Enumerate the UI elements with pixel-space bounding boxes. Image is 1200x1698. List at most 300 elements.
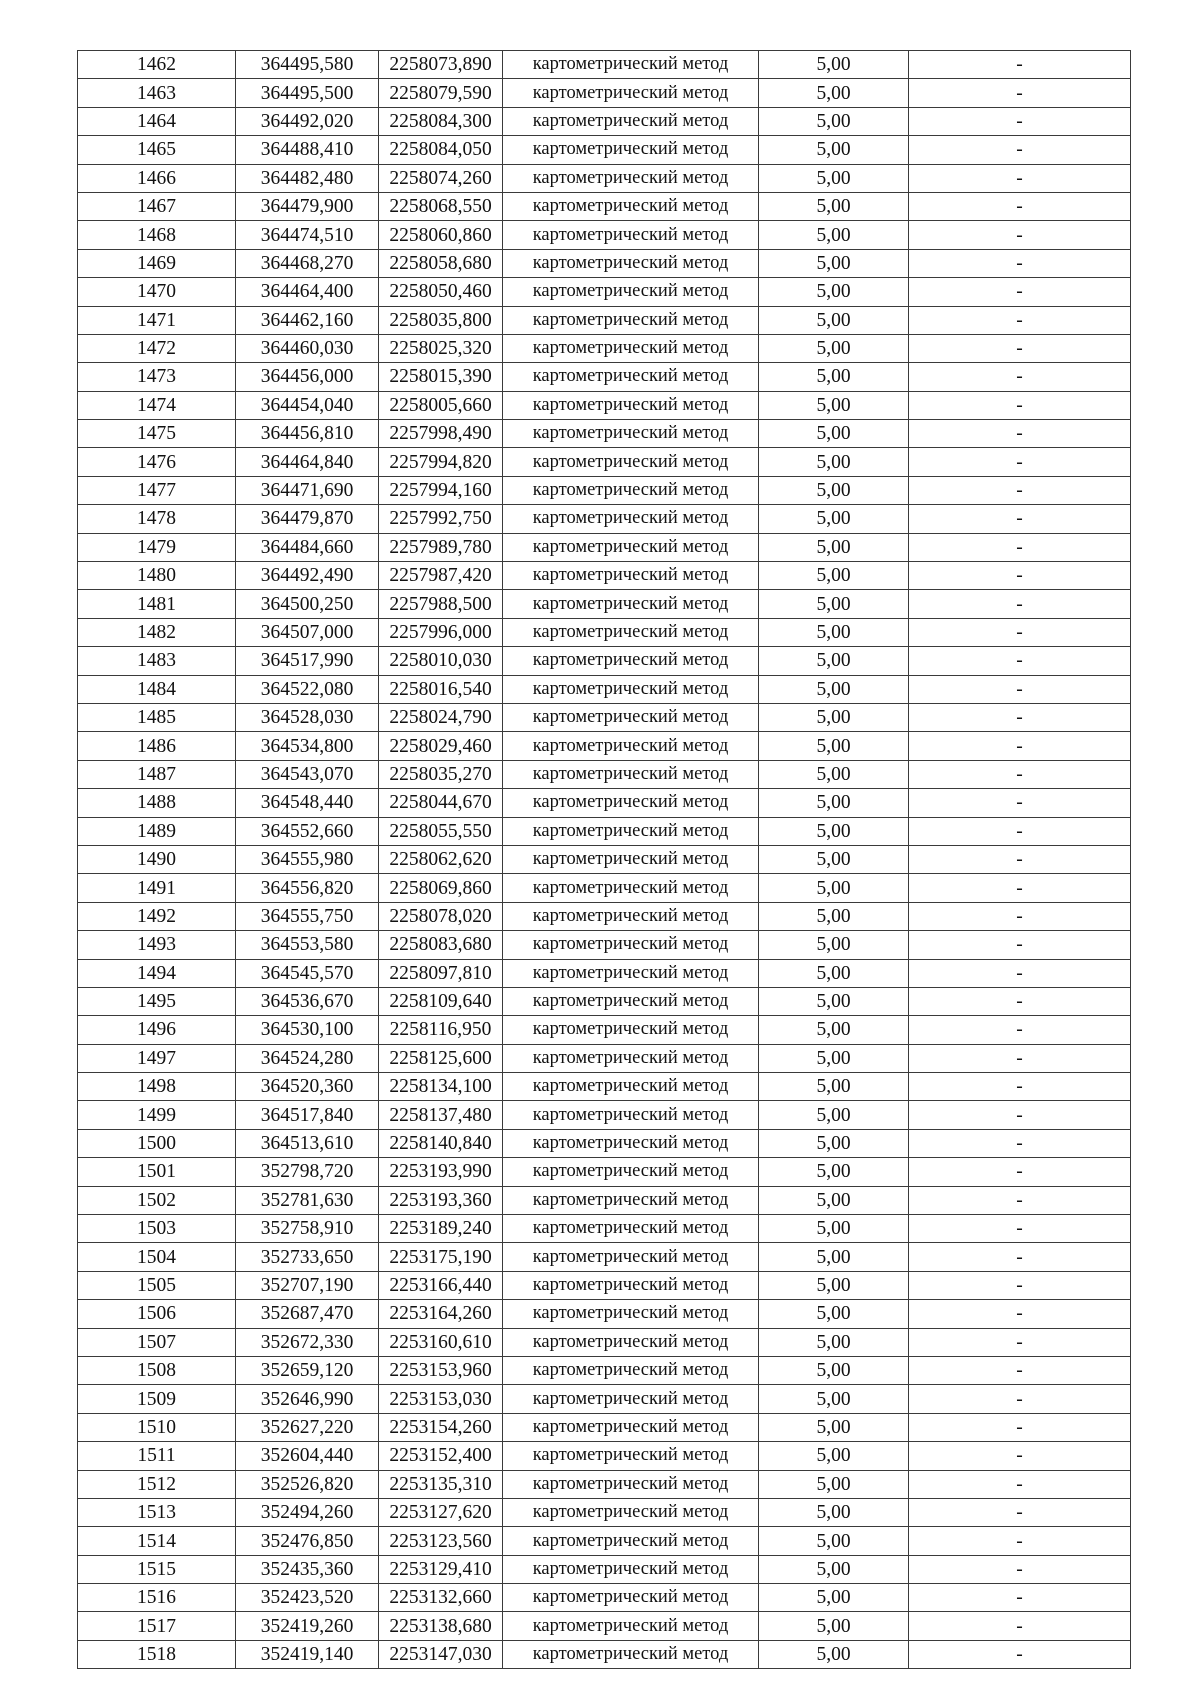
cell-accuracy: 5,00 [759, 931, 909, 959]
cell-note: - [909, 79, 1131, 107]
cell-accuracy: 5,00 [759, 533, 909, 561]
cell-method: картометрический метод [503, 1243, 759, 1271]
cell-note: - [909, 647, 1131, 675]
table-row [78, 760, 1131, 788]
cell-accuracy: 5,00 [759, 107, 909, 135]
cell-point-number: 1495 [78, 987, 236, 1015]
cell-method: картометрический метод [503, 845, 759, 873]
table-row [78, 789, 1131, 817]
cell-method: картометрический метод [503, 562, 759, 590]
cell-coordinate-x: 364492,020 [236, 107, 379, 135]
cell-coordinate-y: 2258134,100 [379, 1073, 503, 1101]
cell-coordinate-x: 364553,580 [236, 931, 379, 959]
table-row [78, 1385, 1131, 1413]
cell-coordinate-x: 352435,360 [236, 1555, 379, 1583]
cell-method: картометрический метод [503, 1584, 759, 1612]
cell-coordinate-x: 364464,400 [236, 278, 379, 306]
cell-coordinate-y: 2253129,410 [379, 1555, 503, 1583]
cell-coordinate-y: 2258060,860 [379, 221, 503, 249]
cell-accuracy: 5,00 [759, 1271, 909, 1299]
cell-point-number: 1518 [78, 1640, 236, 1668]
cell-accuracy: 5,00 [759, 1612, 909, 1640]
cell-point-number: 1500 [78, 1129, 236, 1157]
cell-accuracy: 5,00 [759, 590, 909, 618]
table-row [78, 1016, 1131, 1044]
table-row [78, 845, 1131, 873]
coordinates-table-body [78, 51, 1131, 1669]
cell-note: - [909, 533, 1131, 561]
cell-point-number: 1471 [78, 306, 236, 334]
cell-note: - [909, 164, 1131, 192]
cell-coordinate-x: 364534,800 [236, 732, 379, 760]
cell-coordinate-x: 364524,280 [236, 1044, 379, 1072]
table-row [78, 221, 1131, 249]
cell-method: картометрический метод [503, 1356, 759, 1384]
cell-coordinate-x: 352758,910 [236, 1215, 379, 1243]
cell-method: картометрический метод [503, 618, 759, 646]
cell-method: картометрический метод [503, 874, 759, 902]
cell-coordinate-y: 2258125,600 [379, 1044, 503, 1072]
cell-point-number: 1473 [78, 363, 236, 391]
cell-coordinate-x: 364500,250 [236, 590, 379, 618]
cell-point-number: 1479 [78, 533, 236, 561]
cell-accuracy: 5,00 [759, 192, 909, 220]
cell-accuracy: 5,00 [759, 902, 909, 930]
cell-coordinate-y: 2258083,680 [379, 931, 503, 959]
cell-point-number: 1509 [78, 1385, 236, 1413]
cell-accuracy: 5,00 [759, 1555, 909, 1583]
cell-note: - [909, 760, 1131, 788]
cell-coordinate-y: 2258109,640 [379, 987, 503, 1015]
table-row [78, 363, 1131, 391]
cell-point-number: 1511 [78, 1442, 236, 1470]
cell-method: картометрический метод [503, 647, 759, 675]
cell-coordinate-y: 2258015,390 [379, 363, 503, 391]
cell-coordinate-x: 352604,440 [236, 1442, 379, 1470]
cell-accuracy: 5,00 [759, 1186, 909, 1214]
cell-note: - [909, 959, 1131, 987]
cell-note: - [909, 107, 1131, 135]
cell-coordinate-x: 364484,660 [236, 533, 379, 561]
cell-coordinate-y: 2257994,820 [379, 448, 503, 476]
cell-point-number: 1498 [78, 1073, 236, 1101]
cell-coordinate-x: 364520,360 [236, 1073, 379, 1101]
cell-coordinate-x: 364495,580 [236, 51, 379, 79]
cell-coordinate-y: 2258062,620 [379, 845, 503, 873]
cell-coordinate-x: 364548,440 [236, 789, 379, 817]
cell-method: картометрический метод [503, 505, 759, 533]
cell-note: - [909, 1044, 1131, 1072]
cell-point-number: 1485 [78, 703, 236, 731]
cell-coordinate-x: 364471,690 [236, 476, 379, 504]
cell-point-number: 1510 [78, 1413, 236, 1441]
table-row [78, 675, 1131, 703]
cell-note: - [909, 1527, 1131, 1555]
cell-method: картометрический метод [503, 1016, 759, 1044]
cell-method: картометрический метод [503, 391, 759, 419]
cell-coordinate-x: 364460,030 [236, 334, 379, 362]
cell-method: картометрический метод [503, 789, 759, 817]
cell-method: картометрический метод [503, 363, 759, 391]
cell-coordinate-y: 2253138,680 [379, 1612, 503, 1640]
cell-method: картометрический метод [503, 221, 759, 249]
cell-coordinate-x: 364517,990 [236, 647, 379, 675]
cell-point-number: 1463 [78, 79, 236, 107]
cell-coordinate-x: 352781,630 [236, 1186, 379, 1214]
cell-coordinate-x: 364545,570 [236, 959, 379, 987]
table-row [78, 192, 1131, 220]
cell-coordinate-x: 364556,820 [236, 874, 379, 902]
cell-method: картометрический метод [503, 987, 759, 1015]
cell-accuracy: 5,00 [759, 1527, 909, 1555]
cell-coordinate-x: 352494,260 [236, 1498, 379, 1526]
cell-coordinate-x: 352707,190 [236, 1271, 379, 1299]
cell-note: - [909, 987, 1131, 1015]
cell-note: - [909, 306, 1131, 334]
cell-coordinate-x: 364495,500 [236, 79, 379, 107]
cell-point-number: 1503 [78, 1215, 236, 1243]
cell-coordinate-x: 352476,850 [236, 1527, 379, 1555]
cell-point-number: 1502 [78, 1186, 236, 1214]
cell-accuracy: 5,00 [759, 1129, 909, 1157]
cell-coordinate-y: 2253127,620 [379, 1498, 503, 1526]
cell-note: - [909, 590, 1131, 618]
cell-point-number: 1467 [78, 192, 236, 220]
cell-point-number: 1487 [78, 760, 236, 788]
cell-note: - [909, 249, 1131, 277]
cell-note: - [909, 448, 1131, 476]
cell-coordinate-y: 2258025,320 [379, 334, 503, 362]
table-row [78, 618, 1131, 646]
cell-note: - [909, 420, 1131, 448]
cell-point-number: 1514 [78, 1527, 236, 1555]
cell-point-number: 1491 [78, 874, 236, 902]
table-row [78, 1101, 1131, 1129]
table-row [78, 1044, 1131, 1072]
cell-note: - [909, 618, 1131, 646]
cell-coordinate-y: 2258055,550 [379, 817, 503, 845]
table-row [78, 902, 1131, 930]
cell-method: картометрический метод [503, 334, 759, 362]
table-row [78, 107, 1131, 135]
cell-point-number: 1504 [78, 1243, 236, 1271]
cell-point-number: 1483 [78, 647, 236, 675]
cell-coordinate-y: 2258016,540 [379, 675, 503, 703]
cell-note: - [909, 391, 1131, 419]
cell-method: картометрический метод [503, 703, 759, 731]
cell-coordinate-x: 352659,120 [236, 1356, 379, 1384]
cell-note: - [909, 931, 1131, 959]
cell-method: картометрический метод [503, 732, 759, 760]
table-row [78, 590, 1131, 618]
table-row [78, 1243, 1131, 1271]
cell-note: - [909, 1129, 1131, 1157]
cell-accuracy: 5,00 [759, 51, 909, 79]
cell-coordinate-y: 2258024,790 [379, 703, 503, 731]
cell-point-number: 1475 [78, 420, 236, 448]
cell-point-number: 1493 [78, 931, 236, 959]
table-row [78, 732, 1131, 760]
cell-coordinate-x: 364507,000 [236, 618, 379, 646]
cell-method: картометрический метод [503, 760, 759, 788]
cell-accuracy: 5,00 [759, 1385, 909, 1413]
cell-coordinate-x: 352687,470 [236, 1300, 379, 1328]
cell-accuracy: 5,00 [759, 647, 909, 675]
table-row [78, 874, 1131, 902]
cell-note: - [909, 136, 1131, 164]
cell-coordinate-x: 364479,870 [236, 505, 379, 533]
cell-coordinate-y: 2253166,440 [379, 1271, 503, 1299]
cell-method: картометрический метод [503, 931, 759, 959]
cell-point-number: 1497 [78, 1044, 236, 1072]
cell-coordinate-x: 364468,270 [236, 249, 379, 277]
cell-point-number: 1484 [78, 675, 236, 703]
cell-note: - [909, 1442, 1131, 1470]
cell-method: картометрический метод [503, 959, 759, 987]
cell-method: картометрический метод [503, 1186, 759, 1214]
table-row [78, 1271, 1131, 1299]
cell-point-number: 1468 [78, 221, 236, 249]
cell-coordinate-x: 352419,260 [236, 1612, 379, 1640]
table-row [78, 1470, 1131, 1498]
cell-coordinate-y: 2253153,030 [379, 1385, 503, 1413]
cell-accuracy: 5,00 [759, 1640, 909, 1668]
cell-accuracy: 5,00 [759, 675, 909, 703]
cell-point-number: 1512 [78, 1470, 236, 1498]
cell-accuracy: 5,00 [759, 817, 909, 845]
cell-coordinate-y: 2253175,190 [379, 1243, 503, 1271]
table-row [78, 1640, 1131, 1668]
cell-note: - [909, 1328, 1131, 1356]
cell-note: - [909, 1356, 1131, 1384]
cell-method: картометрический метод [503, 306, 759, 334]
cell-coordinate-y: 2253135,310 [379, 1470, 503, 1498]
cell-point-number: 1470 [78, 278, 236, 306]
cell-point-number: 1499 [78, 1101, 236, 1129]
cell-coordinate-y: 2258050,460 [379, 278, 503, 306]
cell-point-number: 1488 [78, 789, 236, 817]
cell-accuracy: 5,00 [759, 874, 909, 902]
cell-coordinate-x: 364513,610 [236, 1129, 379, 1157]
table-row [78, 1498, 1131, 1526]
cell-coordinate-y: 2253189,240 [379, 1215, 503, 1243]
cell-accuracy: 5,00 [759, 959, 909, 987]
cell-coordinate-x: 364528,030 [236, 703, 379, 731]
cell-note: - [909, 1215, 1131, 1243]
table-row [78, 136, 1131, 164]
cell-coordinate-x: 364454,040 [236, 391, 379, 419]
cell-note: - [909, 789, 1131, 817]
cell-coordinate-y: 2258084,300 [379, 107, 503, 135]
cell-point-number: 1501 [78, 1158, 236, 1186]
table-row [78, 703, 1131, 731]
cell-coordinate-x: 352423,520 [236, 1584, 379, 1612]
cell-point-number: 1476 [78, 448, 236, 476]
table-row [78, 278, 1131, 306]
cell-coordinate-y: 2258084,050 [379, 136, 503, 164]
cell-note: - [909, 817, 1131, 845]
table-row [78, 987, 1131, 1015]
cell-method: картометрический метод [503, 1158, 759, 1186]
cell-coordinate-x: 364555,980 [236, 845, 379, 873]
cell-accuracy: 5,00 [759, 79, 909, 107]
cell-accuracy: 5,00 [759, 1498, 909, 1526]
cell-coordinate-y: 2253153,960 [379, 1356, 503, 1384]
cell-point-number: 1517 [78, 1612, 236, 1640]
table-row [78, 1186, 1131, 1214]
cell-coordinate-x: 364536,670 [236, 987, 379, 1015]
cell-accuracy: 5,00 [759, 334, 909, 362]
cell-coordinate-x: 364517,840 [236, 1101, 379, 1129]
cell-note: - [909, 1385, 1131, 1413]
cell-point-number: 1478 [78, 505, 236, 533]
cell-method: картометрический метод [503, 249, 759, 277]
cell-note: - [909, 1413, 1131, 1441]
cell-coordinate-y: 2258044,670 [379, 789, 503, 817]
cell-note: - [909, 845, 1131, 873]
cell-accuracy: 5,00 [759, 845, 909, 873]
cell-coordinate-y: 2257989,780 [379, 533, 503, 561]
cell-accuracy: 5,00 [759, 1044, 909, 1072]
cell-point-number: 1465 [78, 136, 236, 164]
cell-method: картометрический метод [503, 1300, 759, 1328]
table-row [78, 1442, 1131, 1470]
cell-coordinate-y: 2258069,860 [379, 874, 503, 902]
cell-accuracy: 5,00 [759, 1356, 909, 1384]
cell-point-number: 1469 [78, 249, 236, 277]
cell-method: картометрический метод [503, 1271, 759, 1299]
cell-accuracy: 5,00 [759, 136, 909, 164]
cell-note: - [909, 1186, 1131, 1214]
cell-method: картометрический метод [503, 590, 759, 618]
cell-coordinate-x: 352733,650 [236, 1243, 379, 1271]
cell-coordinate-y: 2258005,660 [379, 391, 503, 419]
cell-note: - [909, 732, 1131, 760]
cell-note: - [909, 334, 1131, 362]
cell-coordinate-y: 2258068,550 [379, 192, 503, 220]
cell-coordinate-x: 364492,490 [236, 562, 379, 590]
table-row [78, 334, 1131, 362]
cell-note: - [909, 1498, 1131, 1526]
table-row [78, 448, 1131, 476]
cell-point-number: 1486 [78, 732, 236, 760]
cell-point-number: 1481 [78, 590, 236, 618]
cell-note: - [909, 874, 1131, 902]
cell-method: картометрический метод [503, 1129, 759, 1157]
cell-point-number: 1505 [78, 1271, 236, 1299]
cell-accuracy: 5,00 [759, 1243, 909, 1271]
table-row [78, 533, 1131, 561]
cell-note: - [909, 1073, 1131, 1101]
cell-coordinate-y: 2258073,890 [379, 51, 503, 79]
table-row [78, 476, 1131, 504]
cell-coordinate-x: 364462,160 [236, 306, 379, 334]
cell-accuracy: 5,00 [759, 164, 909, 192]
cell-point-number: 1513 [78, 1498, 236, 1526]
cell-coordinate-x: 352646,990 [236, 1385, 379, 1413]
cell-point-number: 1472 [78, 334, 236, 362]
cell-method: картометрический метод [503, 420, 759, 448]
cell-point-number: 1489 [78, 817, 236, 845]
cell-coordinate-y: 2253123,560 [379, 1527, 503, 1555]
cell-point-number: 1507 [78, 1328, 236, 1356]
cell-coordinate-y: 2258010,030 [379, 647, 503, 675]
cell-point-number: 1494 [78, 959, 236, 987]
cell-coordinate-x: 364543,070 [236, 760, 379, 788]
cell-accuracy: 5,00 [759, 1470, 909, 1498]
cell-accuracy: 5,00 [759, 1442, 909, 1470]
cell-note: - [909, 51, 1131, 79]
cell-coordinate-y: 2253147,030 [379, 1640, 503, 1668]
cell-note: - [909, 221, 1131, 249]
cell-note: - [909, 192, 1131, 220]
table-row [78, 562, 1131, 590]
cell-note: - [909, 1016, 1131, 1044]
table-row [78, 1129, 1131, 1157]
cell-method: картометрический метод [503, 164, 759, 192]
cell-point-number: 1464 [78, 107, 236, 135]
cell-accuracy: 5,00 [759, 987, 909, 1015]
table-row [78, 1215, 1131, 1243]
cell-accuracy: 5,00 [759, 1158, 909, 1186]
cell-note: - [909, 1271, 1131, 1299]
cell-point-number: 1508 [78, 1356, 236, 1384]
cell-method: картометрический метод [503, 1101, 759, 1129]
table-row [78, 249, 1131, 277]
table-row [78, 51, 1131, 79]
cell-note: - [909, 703, 1131, 731]
cell-coordinate-y: 2258074,260 [379, 164, 503, 192]
cell-coordinate-x: 364482,480 [236, 164, 379, 192]
cell-method: картометрический метод [503, 448, 759, 476]
cell-coordinate-y: 2258079,590 [379, 79, 503, 107]
cell-point-number: 1482 [78, 618, 236, 646]
cell-coordinate-x: 364464,840 [236, 448, 379, 476]
table-row [78, 1527, 1131, 1555]
coordinates-table [77, 50, 1131, 1669]
cell-accuracy: 5,00 [759, 1413, 909, 1441]
cell-coordinate-y: 2253160,610 [379, 1328, 503, 1356]
table-row [78, 931, 1131, 959]
cell-method: картометрический метод [503, 1527, 759, 1555]
table-row [78, 505, 1131, 533]
cell-point-number: 1516 [78, 1584, 236, 1612]
table-row [78, 1158, 1131, 1186]
cell-note: - [909, 476, 1131, 504]
cell-coordinate-x: 352798,720 [236, 1158, 379, 1186]
cell-method: картометрический метод [503, 1328, 759, 1356]
cell-point-number: 1515 [78, 1555, 236, 1583]
cell-coordinate-x: 364555,750 [236, 902, 379, 930]
cell-coordinate-x: 364456,000 [236, 363, 379, 391]
cell-method: картометрический метод [503, 136, 759, 164]
cell-method: картометрический метод [503, 278, 759, 306]
cell-note: - [909, 505, 1131, 533]
cell-method: картометрический метод [503, 1612, 759, 1640]
cell-coordinate-y: 2258035,800 [379, 306, 503, 334]
cell-coordinate-y: 2253152,400 [379, 1442, 503, 1470]
cell-coordinate-y: 2257988,500 [379, 590, 503, 618]
cell-note: - [909, 1584, 1131, 1612]
table-row [78, 164, 1131, 192]
cell-method: картометрический метод [503, 1640, 759, 1668]
cell-accuracy: 5,00 [759, 505, 909, 533]
cell-note: - [909, 1243, 1131, 1271]
cell-method: картометрический метод [503, 1044, 759, 1072]
cell-method: картометрический метод [503, 902, 759, 930]
cell-note: - [909, 1300, 1131, 1328]
cell-note: - [909, 1555, 1131, 1583]
